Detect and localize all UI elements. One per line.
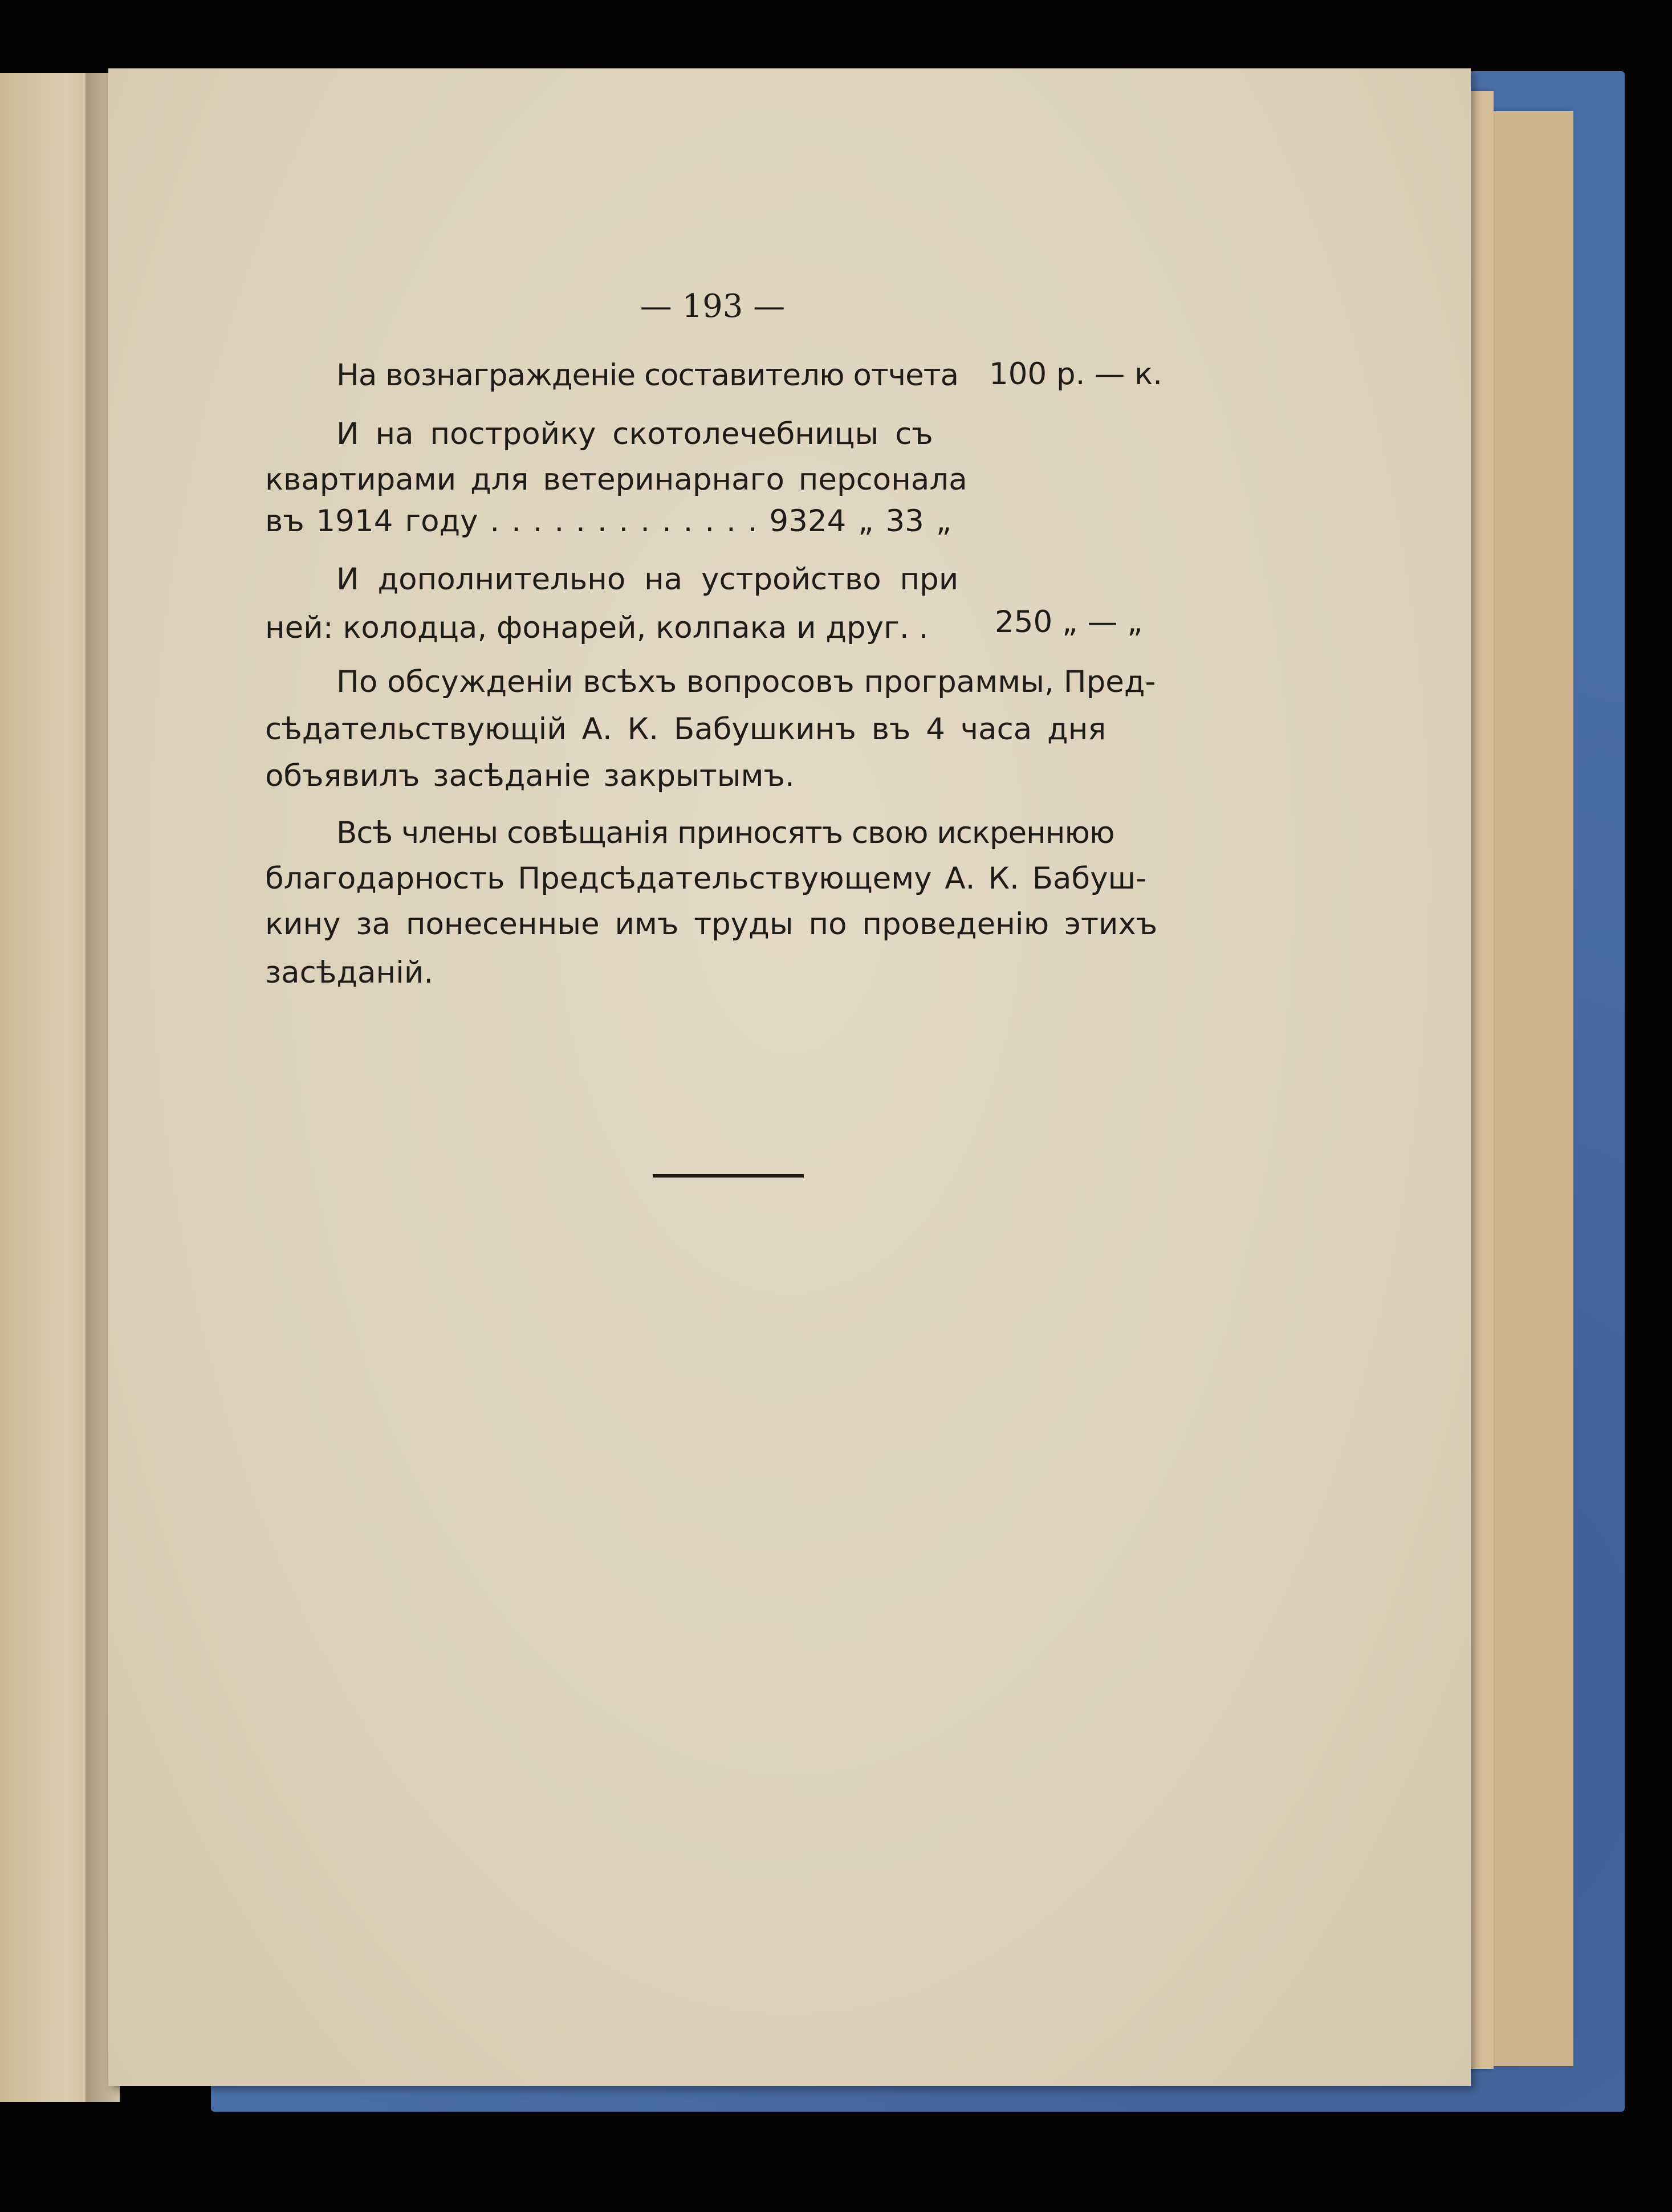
page-number: — 193 — (640, 288, 786, 325)
text-line: благодарность Предсѣдательствующему А. К. Бабуш- (265, 861, 1147, 896)
text-line: засѣданій. (265, 955, 434, 990)
text-line: кину за понесенные имъ труды по проведенію этихъ (265, 907, 1158, 942)
text-line: сѣдательствующій А. К. Бабушкинъ въ 4 часа дня (265, 712, 1106, 747)
text-line: По обсужденіи всѣхъ вопросовъ программы, Пред- (336, 665, 1156, 699)
text-line: И на постройку скотолечебницы съ (336, 417, 933, 451)
text-line: Всѣ члены совѣщанія приносятъ свою искреннюю (336, 816, 1114, 850)
text-line: И дополнительно на устройство при (336, 562, 959, 597)
text-line: 250 „ — „ (995, 605, 1143, 639)
text-line: 100 р. — к. (989, 357, 1163, 392)
text-line: въ 1914 году . . . . . . . . . . . . . 9324 „ 33 „ (265, 504, 952, 539)
text-line: квартирами для ветеринарнаго персонала (265, 462, 967, 497)
text-line: На вознагражденіе составителю отчета (336, 358, 959, 393)
text-line: ней: колодца, фонарей, колпака и друг. . (265, 610, 929, 645)
section-divider (653, 1174, 804, 1178)
text-line: объявилъ засѣданіе закрытымъ. (265, 759, 795, 793)
